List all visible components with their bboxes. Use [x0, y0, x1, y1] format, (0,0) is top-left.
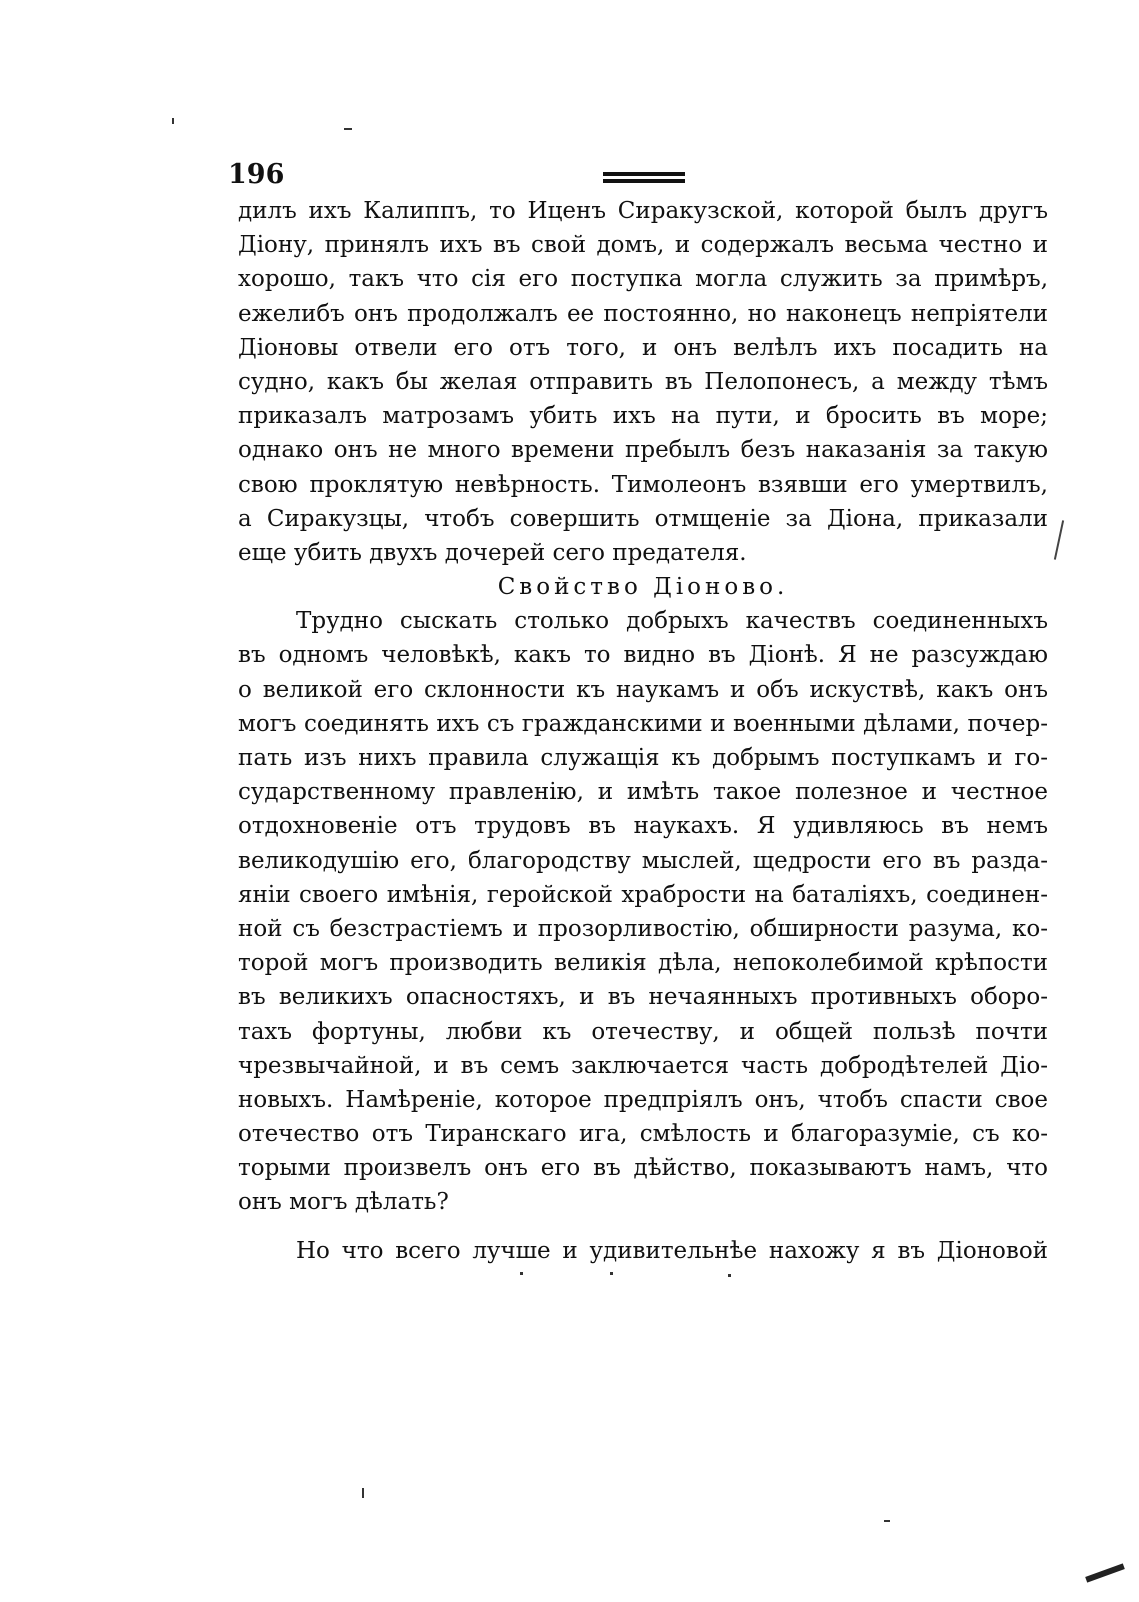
- text-line: свою проклятую невѣрность. Тимолеонъ взявши его умертвилъ,: [238, 471, 1048, 498]
- text-line: ежелибъ онъ продолжалъ ее постоянно, но наконецъ непріятели: [238, 300, 1048, 327]
- margin-mark: [1054, 520, 1064, 560]
- text-line: чрезвычайной, и въ семъ заключается часть добродѣтелей Діо-: [238, 1052, 1048, 1079]
- text-line: яніи своего имѣнія, геройской храбрости на баталіяхъ, соединен-: [238, 881, 1048, 908]
- text-line: Діоновы отвели его отъ того, и онъ велѣлъ ихъ посадить на: [238, 334, 1048, 361]
- text-line: судно, какъ бы желая отправить въ Пелопонесъ, а между тѣмъ: [238, 368, 1048, 395]
- scan-speck: [362, 1488, 364, 1498]
- text-line: приказалъ матрозамъ убить ихъ на пути, и бросить въ море;: [238, 403, 1048, 430]
- text-line: ной съ безстрастіемъ и прозорливостію, обширности разума, ко-: [238, 915, 1048, 942]
- text-line: однако онъ не много времени пребылъ безъ наказанія за такую: [238, 437, 1048, 464]
- text-line: въ великихъ опасностяхъ, и въ нечаянныхъ противныхъ оборо-: [238, 984, 1048, 1011]
- section-heading: Свойство Діоново.: [497, 574, 789, 601]
- text-line: новыхъ. Намѣреніе, которое предпріялъ онъ, чтобъ спасти свое: [238, 1086, 1048, 1113]
- text-line: тахъ фортуны, любви къ отечеству, и общей пользѣ почти: [238, 1018, 1048, 1045]
- text-line: Но что всего лучше и удивительнѣе нахожу я въ Діоновой: [296, 1237, 1048, 1264]
- scan-speck: [610, 1272, 613, 1275]
- text-line: о великой его склонности къ наукамъ и объ искуствѣ, какъ онъ: [238, 676, 1048, 703]
- corner-mark: [1085, 1563, 1125, 1582]
- text-line: торой могъ производить великія дѣла, непоколебимой крѣпости: [238, 950, 1048, 977]
- text-line: еще убить двухъ дочерей сего предателя.: [238, 539, 747, 566]
- paragraph-gap: [238, 1220, 1048, 1234]
- scan-speck: [344, 128, 352, 130]
- text-line: могъ соединять ихъ съ гражданскими и военными дѣлами, почер-: [238, 710, 1048, 737]
- text-line: хорошо, такъ что сія его поступка могла служить за примѣръ,: [238, 266, 1048, 293]
- text-line: отдохновеніе отъ трудовъ въ наукахъ. Я удивляюсь въ немъ: [238, 813, 1048, 840]
- scan-speck: [884, 1520, 890, 1522]
- text-line: дилъ ихъ Калиппъ, то Иценъ Сиракузской, которой былъ другъ: [238, 198, 1048, 224]
- text-line: отечество отъ Тиранскаго ига, смѣлость и благоразуміе, съ ко-: [238, 1121, 1048, 1148]
- body-text: [238, 194, 1048, 1268]
- text-line: великодушію его, благородству мыслей, щедрости его въ разда-: [238, 847, 1048, 874]
- scan-speck: [728, 1274, 731, 1277]
- text-line: Діону, принялъ ихъ въ свой домъ, и содержалъ весьма честно и: [238, 232, 1048, 259]
- text-line: торыми произвелъ онъ его въ дѣйство, показываютъ намъ, что: [238, 1155, 1048, 1182]
- text-line: сударственному правленію, и имѣть такое полезное и честное: [238, 779, 1048, 806]
- page-number: 196: [228, 159, 285, 190]
- text-line: Трудно сыскать столько добрыхъ качествъ соединенныхъ: [296, 608, 1048, 635]
- scan-speck: [520, 1272, 523, 1275]
- text-line: онъ могъ дѣлать?: [238, 1189, 449, 1216]
- scan-speck: [172, 118, 174, 124]
- text-line: а Сиракузцы, чтобъ совершить отмщеніе за Діона, приказали: [238, 505, 1048, 532]
- text-line: пать изъ нихъ правила служащія къ добрымъ поступкамъ и го-: [238, 745, 1048, 771]
- text-line: въ одномъ человѣкѣ, какъ то видно въ Діонѣ. Я не разсуждаю: [238, 642, 1048, 669]
- header-ornament: [603, 172, 685, 184]
